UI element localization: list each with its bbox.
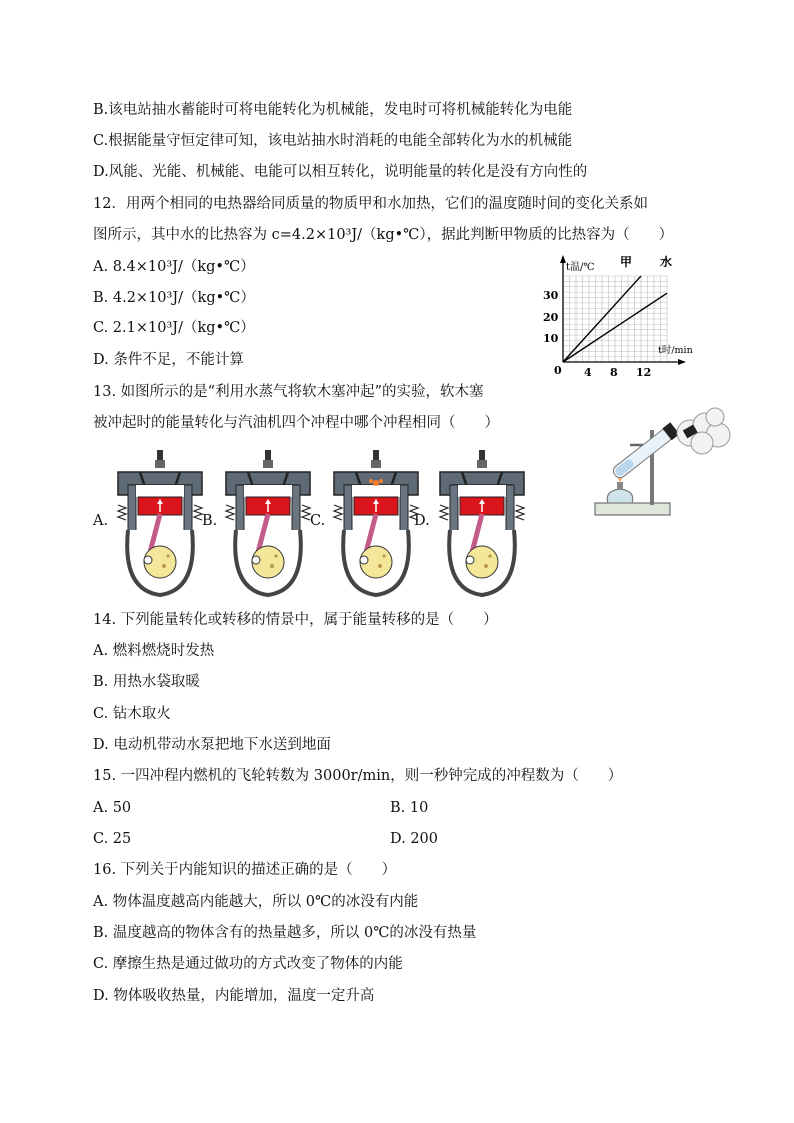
series-label-shui: 水	[660, 255, 673, 269]
engine-diagram-a	[110, 450, 210, 600]
q12-stem-line2: 图所示，其中水的比热容为 c=4.2×10³J/（kg•℃），据此判断甲物质的比热容为（ ）	[93, 227, 674, 243]
engine-label-a: A.	[93, 513, 109, 529]
x-axis-label: t时/min	[658, 345, 693, 356]
q16-option-b: B. 温度越高的物体含有的热量越多，所以 0℃的冰没有热量	[93, 925, 477, 941]
q15-option-b: B. 10	[390, 800, 429, 816]
q15-option-d: D. 200	[390, 831, 439, 847]
q16-option-d: D. 物体吸收热量，内能增加，温度一定升高	[93, 988, 375, 1004]
y-tick-20: 20	[543, 311, 559, 324]
y-axis-label: t温/℃	[566, 262, 595, 273]
q13-stem-line1: 13. 如图所示的是“利用水蒸气将软木塞冲起”的实验，软木塞	[93, 384, 484, 400]
q15-option-a: A. 50	[93, 800, 132, 816]
engine-diagram-d	[432, 450, 532, 600]
engine-diagram-c	[326, 450, 426, 600]
y-tick-10: 10	[543, 332, 559, 345]
q12-option-a: A. 8.4×10³J/（kg•℃）	[93, 259, 255, 275]
q15-stem: 15. 一四冲程内燃机的飞轮转数为 3000r/min，则一秒钟完成的冲程数为（ ）	[93, 768, 623, 784]
engine-label-b: B.	[202, 513, 218, 529]
x-axis-arrow	[678, 359, 686, 365]
q16-stem: 16. 下列关于内能知识的描述正确的是（ ）	[93, 862, 397, 878]
engine-diagram-b	[218, 450, 318, 600]
test-tube-experiment-illustration	[590, 405, 740, 525]
q16-option-a: A. 物体温度越高内能越大，所以 0℃的冰没有内能	[93, 894, 419, 910]
q16-option-c: C. 摩擦生热是通过做功的方式改变了物体的内能	[93, 956, 403, 972]
q14-option-a: A. 燃料燃烧时发热	[93, 643, 215, 659]
q12-stem-line1: 12．用两个相同的电热器给同质量的物质甲和水加热，它们的温度随时间的变化关系如	[93, 196, 648, 212]
x-tick-8: 8	[610, 366, 618, 379]
y-tick-30: 30	[543, 289, 559, 302]
q11-option-b: B.该电站抽水蓄能时可将电能转化为机械能，发电时可将机械能转化为电能	[93, 102, 573, 118]
q14-option-b: B. 用热水袋取暖	[93, 674, 200, 690]
q14-option-c: C. 钻木取火	[93, 706, 171, 722]
q14-stem: 14. 下列能量转化或转移的情景中，属于能量转移的是（ ）	[93, 612, 498, 628]
engine-label-c: C.	[310, 513, 326, 529]
q12-option-b: B. 4.2×10³J/（kg•℃）	[93, 290, 255, 306]
x-tick-4: 4	[584, 366, 592, 379]
x-tick-12: 12	[636, 366, 652, 379]
q13-stem-line2: 被冲起时的能量转化与汽油机四个冲程中哪个冲程相同（ ）	[93, 415, 499, 431]
q11-option-c: C.根据能量守恒定律可知，该电站抽水时消耗的电能全部转化为水的机械能	[93, 133, 573, 149]
q14-option-d: D. 电动机带动水泵把地下水送到地面	[93, 737, 331, 753]
q12-option-d: D. 条件不足，不能计算	[93, 352, 244, 368]
q15-option-c: C. 25	[93, 831, 132, 847]
q11-option-d: D.风能、光能、机械能、电能可以相互转化，说明能量的转化是没有方向性的	[93, 164, 588, 180]
graph-origin: 0	[554, 364, 562, 377]
q12-option-c: C. 2.1×10³J/（kg•℃）	[93, 320, 255, 336]
engine-label-d: D.	[414, 513, 430, 529]
series-label-jia: 甲	[620, 255, 633, 269]
temperature-time-graph	[540, 252, 700, 382]
